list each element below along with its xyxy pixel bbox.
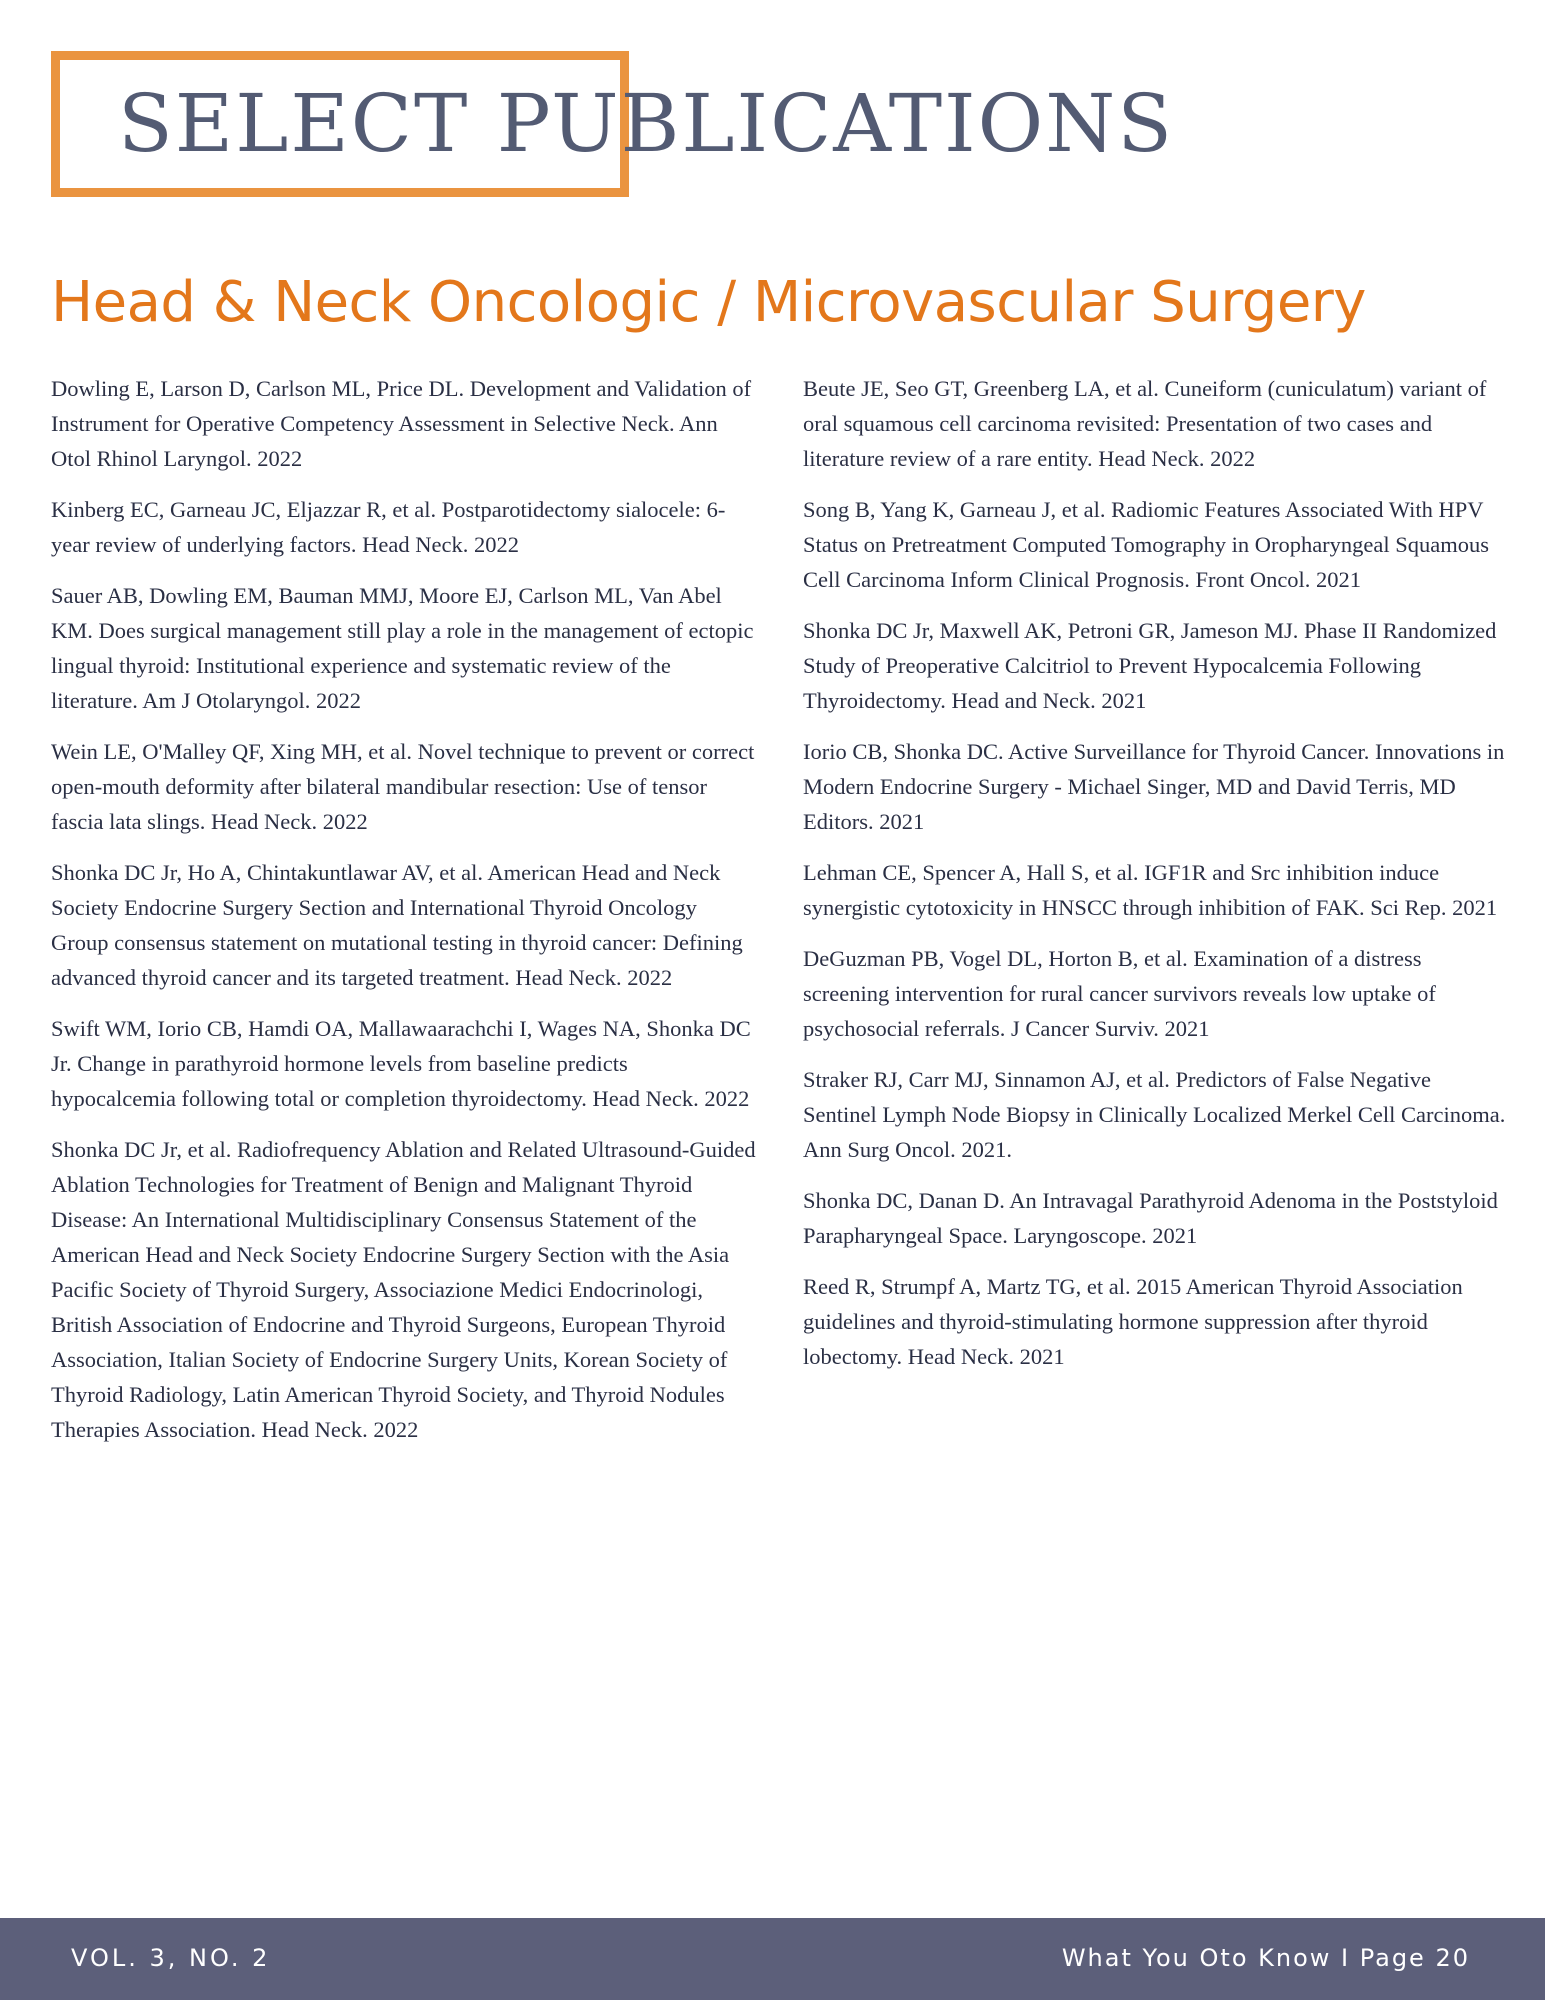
footer-volume: VOL. 3, NO. 2 [71,1944,271,1972]
publication-entry: Reed R, Strumpf A, Martz TG, et al. 2015 American Thyroid Association guidelines and thyroid-stimulating hormone suppression after thyroid lobectomy. Head Neck. 2021 [803,1274,1463,1369]
publication-entry: Dowling E, Larson D, Carlson ML, Price DL. Development and Validation of Instrument for Operative Competency Assessment in Selective Neck. Ann Otol Rhinol Laryngol. 2022 [51,376,752,471]
publication-entry: Lehman CE, Spencer A, Hall S, et al. IGF1R and Src inhibition induce synergistic cytotoxicity in HNSCC through inhibition of FAK. Sci Rep. 2021 [803,860,1498,920]
publication-entry: DeGuzman PB, Vogel DL, Horton B, et al. Examination of a distress screening intervention for rural cancer survivors reveals low uptake of psychosocial referrals. J Cancer Surviv. 2021 [803,946,1436,1041]
footer-page-label: What You Oto Know I Page 20 [1061,1944,1470,1972]
publication-entry: Beute JE, Seo GT, Greenberg LA, et al. Cuneiform (cuniculatum) variant of oral squamous cell carcinoma revisited: Presentation of two cases and literature review of a rare entity. Head Neck. 2022 [803,376,1487,471]
publication-entry: Shonka DC Jr, et al. Radiofrequency Ablation and Related Ultrasound-Guided Ablation Technologies for Treatment of Benign and Malignant Thyroid Disease: An International Multidisciplinary Consensus Statement of the American Head and Neck Society Endocrine Surgery Section with the Asia Pacific Society of Thyroid Surgery, Associazione Medici Endocrinologi, British Association of Endocrine and Thyroid Surgeons, European Thyroid Association, Italian Society of Endocrine Surgery Units, Korean Society of Thyroid Radiology, Latin American Thyroid Society, and Thyroid Nodules Therapies Association. Head Neck. 2022 [51,1137,756,1442]
publication-entry: Wein LE, O'Malley QF, Xing MH, et al. Novel technique to prevent or correct open-mouth deformity after bilateral mandibular resection: Use of tensor fascia lata slings. Head Neck. 2022 [51,739,755,834]
publication-entry: Sauer AB, Dowling EM, Bauman MMJ, Moore EJ, Carlson ML, Van Abel KM. Does surgical management still play a role in the management of ectopic lingual thyroid: Institutional experience and systematic review of the literature. Am J Otolaryngol. 2022 [51,583,754,713]
publication-entry: Shonka DC, Danan D. An Intravagal Parathyroid Adenoma in the Poststyloid Parapharyngeal Space. Laryngoscope. 2021 [803,1188,1498,1248]
publication-entry: Kinberg EC, Garneau JC, Eljazzar R, et al. Postparotidectomy sialocele: 6-year review of underlying factors. Head Neck. 2022 [51,497,726,557]
publication-entry: Iorio CB, Shonka DC. Active Surveillance for Thyroid Cancer. Innovations in Modern Endocrine Surgery - Michael Singer, MD and David Terris, MD Editors. 2021 [803,739,1505,834]
section-heading: Head & Neck Oncologic / Microvascular Surgery [51,270,1366,335]
publications-left-column [51,371,756,1463]
publication-entry: Swift WM, Iorio CB, Hamdi OA, Mallawaarachchi I, Wages NA, Shonka DC Jr. Change in parathyroid hormone levels from baseline predicts hypocalcemia following total or completion thyroidectomy. Head Neck. 2022 [51,1016,751,1111]
publication-entry: Shonka DC Jr, Maxwell AK, Petroni GR, Jameson MJ. Phase II Randomized Study of Preoperative Calcitriol to Prevent Hypocalcemia Following Thyroidectomy. Head and Neck. 2021 [803,618,1497,713]
footer-bar [0,1918,1545,2000]
publication-entry: Shonka DC Jr, Ho A, Chintakuntlawar AV, et al. American Head and Neck Society Endocrine Surgery Section and International Thyroid Oncology Group consensus statement on mutational testing in thyroid cancer: Defining advanced thyroid cancer and its targeted treatment. Head Neck. 2022 [51,860,743,990]
page-title: SELECT PUBLICATIONS [118,77,1175,170]
publication-entry: Straker RJ, Carr MJ, Sinnamon AJ, et al. Predictors of False Negative Sentinel Lymph Node Biopsy in Clinically Localized Merkel Cell Carcinoma. Ann Surg Oncol. 2021. [803,1067,1506,1162]
publication-entry: Song B, Yang K, Garneau J, et al. Radiomic Features Associated With HPV Status on Pretreatment Computed Tomography in Oropharyngeal Squamous Cell Carcinoma Inform Clinical Prognosis. Front Oncol. 2021 [803,497,1490,592]
publications-right-column [803,371,1508,1390]
